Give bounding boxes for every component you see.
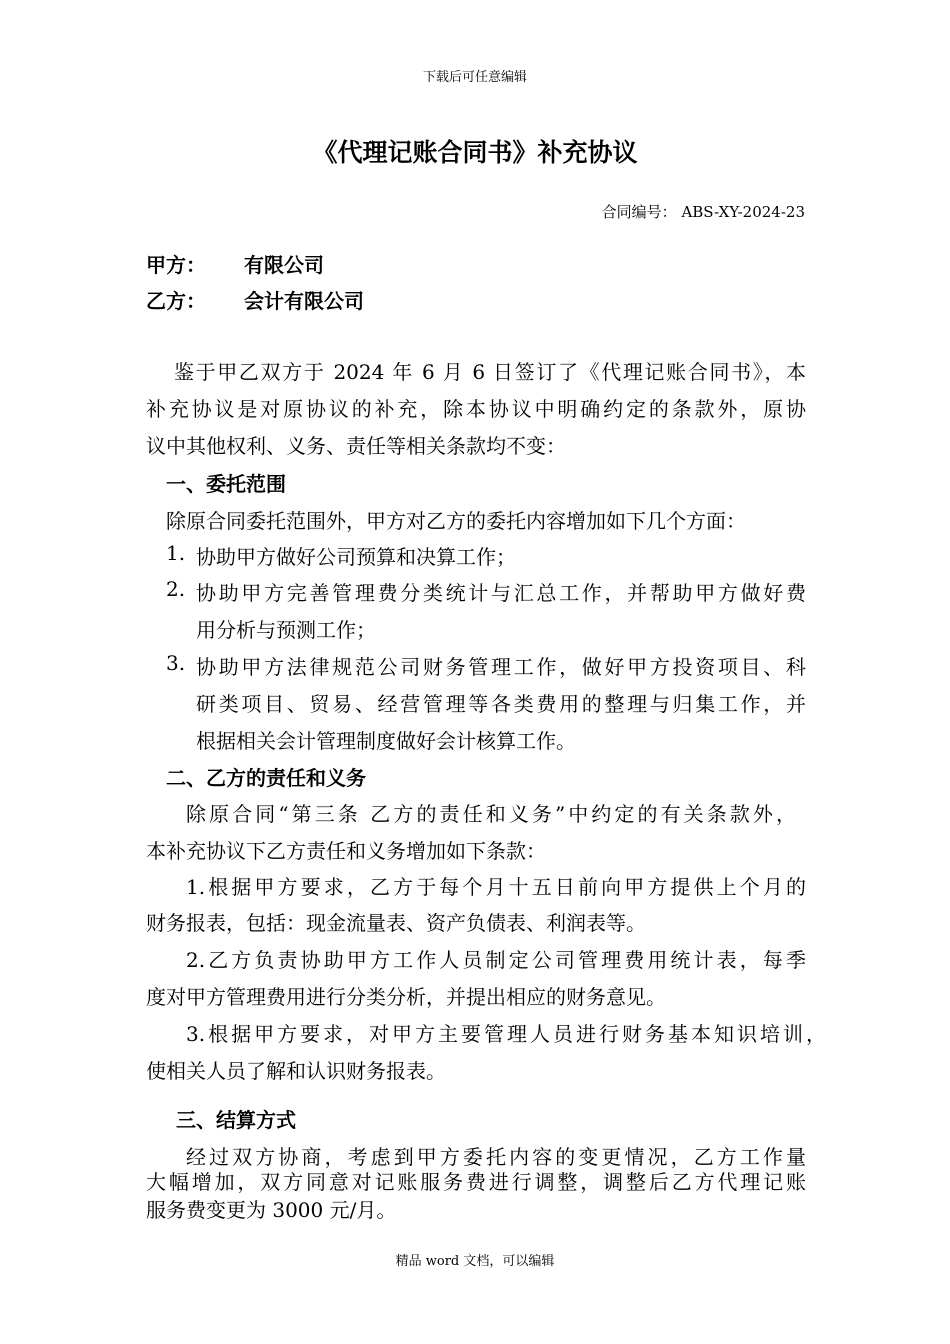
section-1-lead: 除原合同委托范围外，甲方对乙方的委托内容增加如下几个方面： xyxy=(166,509,746,533)
section-3-line-1: 经过双方协商，考虑到甲方委托内容的变更情况，乙方工作量 xyxy=(186,1145,806,1169)
section-2-heading: 二、乙方的责任和义务 xyxy=(166,766,366,790)
section-1-item-1-line-1: 协助甲方做好公司预算和决算工作； xyxy=(196,545,516,569)
section-1-item-3-line-3: 根据相关会计管理制度做好会计核算工作。 xyxy=(196,729,576,753)
party-a xyxy=(146,249,546,277)
section-1-item-1-num: 1. xyxy=(166,541,186,565)
section-1-item-3-line-2: 研类项目、贸易、经营管理等各类费用的整理与归集工作，并 xyxy=(196,692,806,716)
section-2-item-3-line-1: 3.根据甲方要求，对甲方主要管理人员进行财务基本知识培训， xyxy=(186,1022,826,1046)
party-a-label: 甲方： xyxy=(146,253,206,277)
party-b-name: 会计有限公司 xyxy=(244,289,364,313)
section-1-item-3-line-1: 协助甲方法律规范公司财务管理工作，做好甲方投资项目、科 xyxy=(196,655,806,679)
section-2-lead-line-2: 本补充协议下乙方责任和义务增加如下条款： xyxy=(146,839,546,863)
section-1-item-2-line-2: 用分析与预测工作； xyxy=(196,618,376,642)
party-b xyxy=(146,285,546,313)
header-note: 下载后可任意编辑 xyxy=(422,70,527,85)
section-1-heading: 一、委托范围 xyxy=(166,472,286,496)
section-1-item-2-line-1: 协助甲方完善管理费分类统计与汇总工作，并帮助甲方做好费 xyxy=(196,581,806,605)
intro-line-1: 鉴于甲乙双方于 2024 年 6 月 6 日签订了《代理记账合同书》，本 xyxy=(174,360,806,384)
intro-line-2: 补充协议是对原协议的补充，除本协议中明确约定的条款外，原协 xyxy=(146,397,806,421)
section-1-item-3-num: 3. xyxy=(166,651,186,675)
section-2-item-3-line-2: 使相关人员了解和认识财务报表。 xyxy=(146,1059,446,1083)
section-1-item-2-num: 2. xyxy=(166,577,186,601)
footer-note: 精品 word 文档，可以编辑 xyxy=(395,1254,555,1269)
section-2-item-1-line-2: 财务报表，包括：现金流量表、资产负债表、利润表等。 xyxy=(146,911,646,935)
document-title: 《代理记账合同书》补充协议 xyxy=(312,138,638,167)
section-2-lead-line-1: 除原合同“第三条 乙方的责任和义务”中约定的有关条款外， xyxy=(186,802,796,826)
contract-number: 合同编号： ABS-XY-2024-23 xyxy=(601,203,805,221)
party-b-label: 乙方： xyxy=(146,289,206,313)
section-2-item-1-line-1: 1.根据甲方要求，乙方于每个月十五日前向甲方提供上个月的 xyxy=(186,875,806,899)
section-2-item-2-line-2: 度对甲方管理费用进行分类分析，并提出相应的财务意见。 xyxy=(146,985,666,1009)
section-3-line-2: 大幅增加，双方同意对记账服务费进行调整，调整后乙方代理记账 xyxy=(146,1170,806,1194)
section-3-line-3: 服务费变更为 3000 元/月。 xyxy=(146,1198,397,1222)
section-2-item-2-line-1: 2.乙方负责协助甲方工作人员制定公司管理费用统计表，每季 xyxy=(186,948,806,972)
section-3-heading: 三、结算方式 xyxy=(176,1108,296,1132)
intro-line-3: 议中其他权利、义务、责任等相关条款均不变： xyxy=(146,434,566,458)
party-a-name: 有限公司 xyxy=(244,253,324,277)
